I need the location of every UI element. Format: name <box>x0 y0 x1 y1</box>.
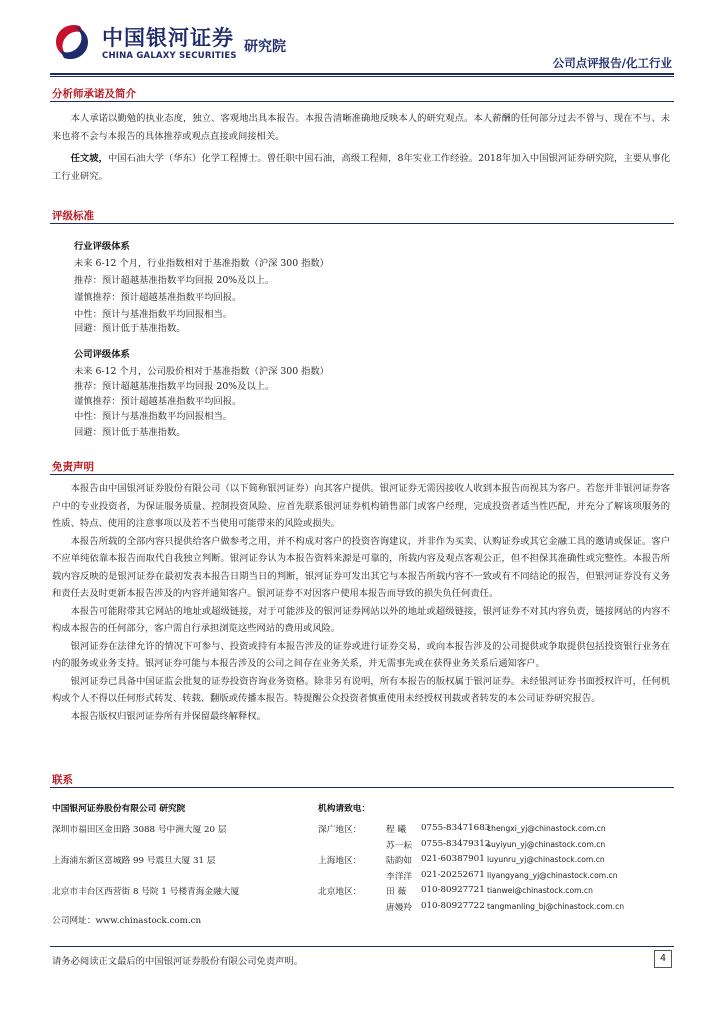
contact-email[interactable]: luyunru_yj@chinastock.com.cn <box>487 855 605 864</box>
disclaimer-paragraph: 本报告可能附带其它网站的地址或超级链接，对于可能涉及的银河证券网站以外的地址或超级链接，银河证券不对其内容负责，链接网站的内容不构成本报告的任何部分，客户需自行承担浏览这些网站的费用或风险。 <box>52 605 670 634</box>
header-divider <box>50 73 674 75</box>
contact-email[interactable]: chengxi_yj@chinastock.com.cn <box>487 824 606 833</box>
industry-rating-heading: 行业评级体系 <box>74 241 130 252</box>
contact-phone: 021-20252671 <box>421 870 485 880</box>
logo-cn-text: 中国银河证券 <box>102 26 234 50</box>
disclaimer-body <box>52 480 670 725</box>
contact-section-title: 联系 <box>52 774 73 786</box>
disclaimer-section-rule <box>50 474 674 475</box>
hotline-label: 机构请致电： <box>318 804 371 814</box>
disclaimer-paragraph: 本报告由中国银河证券股份有限公司（以下简称银河证券）向其客户提供。银河证券无需因接收人收到本报告而视其为客户。若您并非银河证券客户中的专业投资者，为保证服务质量、控制投资风险、应首先联系银河证券机构销售部门或客户经理，完成投资者适当性匹配，并充分了解该项服务的性质、特点、使用的注意事项以及若不当使用可能带来的风险或损失。 <box>52 483 670 529</box>
region-beijing: 北京地区： <box>318 887 362 897</box>
contact-section-rule <box>50 787 674 788</box>
address-beijing: 北京市丰台区西营街 8 号院 1 号楼青海金融大厦 <box>52 887 240 897</box>
disclaimer-paragraph: 本报告所载的全部内容只提供给客户做参考之用，并不构成对客户的投资咨询建议，并非作为买卖、认购证券或其它金融工具的邀请或保证。客户不应单纯依靠本报告而取代自我独立判断。银河证券认为本报告资料来源是可靠的，所载内容及观点客观公正，但不担保其准确性或完整性。本报告所载内容反映的是银河证券在最初发表本报告日期当日的判断，银河证券可发出其它与本报告所载内容不一致或有不同结论的报告，但银河证券没有义务和责任去及时更新本报告涉及的内容并通知客户。银河证券不对因客户使用本报告而导致的损失负任何责任。 <box>52 535 670 599</box>
analyst-section-rule <box>50 101 674 102</box>
contact-phone: 0755-83471683 <box>421 823 491 833</box>
logo-en-text: CHINA GALAXY SECURITIES <box>102 51 237 61</box>
region-shenzhen: 深广地区： <box>318 825 362 835</box>
contact-email[interactable]: tangmanling_bj@chinastock.com.cn <box>487 902 625 911</box>
address-shenzhen: 深圳市福田区金田路 3088 号中洲大厦 20 层 <box>52 825 227 835</box>
header-divider-thin <box>50 76 674 77</box>
contact-name: 田 薇 <box>386 887 407 897</box>
company-rating-line: 未来 6-12 个月，公司股价相对于基准指数（沪深 300 指数） <box>74 366 329 377</box>
company-website: 公司网址：www.chinastock.com.cn <box>52 916 202 926</box>
analyst-bio <box>52 150 670 185</box>
company-rating-line: 谨慎推荐：预计超越基准指数平均回报。 <box>74 396 242 407</box>
rating-section-rule <box>50 223 674 224</box>
footer-divider <box>50 946 674 947</box>
contact-name: 唐嫚羚 <box>386 903 413 913</box>
company-rating-line: 推荐：预计超越基准指数平均回报 20%及以上。 <box>74 381 275 392</box>
company-rating-line: 中性：预计与基准指数平均回报相当。 <box>74 411 233 422</box>
company-name: 中国银河证券股份有限公司 研究院 <box>52 804 186 814</box>
rating-section-title: 评级标准 <box>52 210 94 222</box>
industry-rating-line: 推荐：预计超越基准指数平均回报 20%及以上。 <box>74 275 275 286</box>
region-shanghai: 上海地区： <box>318 856 362 866</box>
galaxy-logo-icon <box>50 20 94 64</box>
analyst-commitment: 本人承诺以勤勉的执业态度，独立、客观地出具本报告。本报告清晰准确地反映本人的研究观点。本人薪酬的任何部分过去不曾与、现在不与、未来也将不会与本报告的具体推荐或观点直接或间接相关。 <box>52 113 670 142</box>
company-rating-heading: 公司评级体系 <box>74 349 130 360</box>
report-type: 公司点评报告/化工行业 <box>552 56 672 70</box>
company-rating-line: 回避：预计低于基准指数。 <box>74 427 186 438</box>
contact-email[interactable]: suyiyun_yj@chinastock.com.cn <box>487 840 606 849</box>
contact-phone: 021-60387901 <box>421 854 485 864</box>
contact-phone: 010-80927722 <box>421 901 485 911</box>
contact-name: 程 曦 <box>386 825 407 835</box>
contact-name: 苏一耘 <box>386 841 413 851</box>
contact-email[interactable]: liyangyang_yj@chinastock.com.cn <box>487 871 618 880</box>
contact-phone: 0755-83479312 <box>421 839 491 849</box>
industry-rating-line: 谨慎推荐：预计超越基准指数平均回报。 <box>74 292 242 303</box>
contact-phone: 010-80927721 <box>421 885 485 895</box>
disclaimer-paragraph: 银河证券已具备中国证监会批复的证券投资咨询业务资格。除非另有说明，所有本报告的版权属于银河证券。未经银河证券书面授权许可，任何机构或个人不得以任何形式转发、转载、翻版或传播本报告。特提醒公众投资者慎重使用未经授权刊载或者转发的本公司证券研究报告。 <box>52 675 670 704</box>
footer-notice: 请务必阅读正文最后的中国银河证券股份有限公司免责声明。 <box>52 956 304 967</box>
contact-name: 李洋洋 <box>386 872 413 882</box>
disclaimer-section-title: 免责声明 <box>52 461 94 473</box>
analyst-name: 任文坡， <box>70 153 108 164</box>
industry-rating-line: 中性：预计与基准指数平均回报相当。 <box>74 309 233 320</box>
contact-name: 陆韵如 <box>386 856 413 866</box>
dept-label: 研究院 <box>244 39 286 55</box>
industry-rating-line: 回避：预计低于基准指数。 <box>74 323 186 334</box>
page-number: 4 <box>654 950 672 968</box>
analyst-section-title: 分析师承诺及简介 <box>52 88 136 100</box>
analyst-bio-text: 中国石油大学（华东）化学工程博士。曾任职中国石油，高级工程师，8年实业工作经验。2018年加入中国银河证券研究院，主要从事化工行业研究。 <box>52 153 670 182</box>
contact-email[interactable]: tianwei@chinastock.com.cn <box>487 886 593 895</box>
address-shanghai: 上海浦东新区富城路 99 号震旦大厦 31 层 <box>52 856 216 866</box>
disclaimer-paragraph: 银河证券在法律允许的情况下可参与、投资或持有本报告涉及的证券或进行证券交易，或向本报告涉及的公司提供或争取提供包括投资银行业务在内的服务或业务支持。银河证券可能与本报告涉及的公司之间存在业务关系，并无需事先或在获得业务关系后通知客户。 <box>52 640 670 669</box>
industry-rating-line: 未来 6-12 个月，行业指数相对于基准指数（沪深 300 指数） <box>74 258 329 269</box>
disclaimer-paragraph: 本报告版权归银河证券所有并保留最终解释权。 <box>70 710 266 722</box>
